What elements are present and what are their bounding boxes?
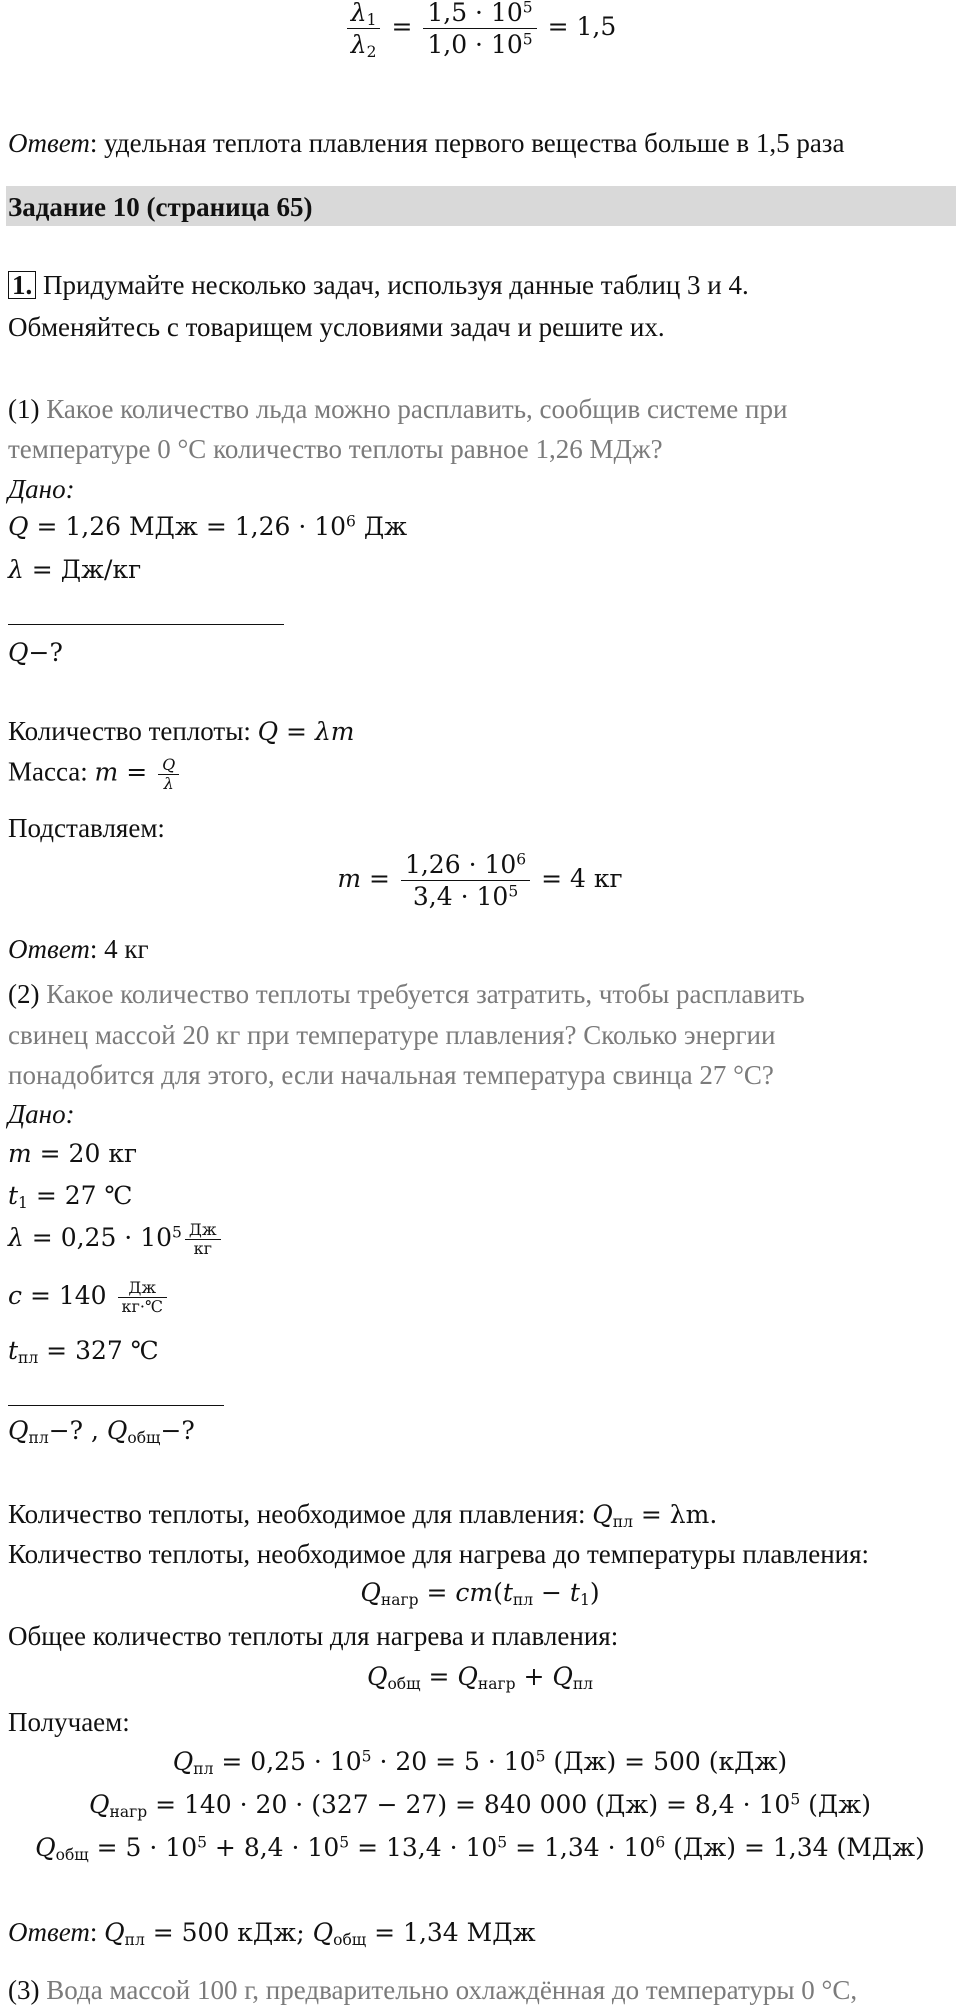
result-Q-total: $Q_{общ} = 5 \cdot 10^5 + 8,4 \cdot 10^5 = 13,4 \cdot 10^5 = 1,34 \cdot 10^6$ (Дж) = 1,34 (МДж) [35, 1833, 925, 1864]
mass-calculation: m = $\frac{1,26 \cdot 10^6}{3,4 \cdot 10^5}$ = 4 кг [337, 850, 623, 911]
total-label: Общее количество теплоты для нагрева и плавления: [8, 1621, 619, 1651]
c-unit-fraction: $\frac{Дж}{кг\cdot℃}$ [118, 1280, 167, 1315]
find-Q-pl-total: $Q_{пл}-$? , $Q_{общ}-$? [8, 1416, 195, 1447]
result-Q-nagr: $Q_{нагр} = 140 \cdot 20 \cdot (327 - 27) = 840$ 000 $(Дж) = 8,4 \cdot 10^5$ (Дж) [89, 1790, 871, 1821]
heating-formula: $Q_{нагр} = cm(t_{пл} - t_1)$ [360, 1578, 600, 1609]
given-lambda: λ = Дж/кг [8, 555, 142, 584]
ratio-formula: $\frac{\lambda_1}{\lambda_2}$ = $\frac{1,5 \cdot 10^5}{1,0 \cdot 10^5}$ = 1,5 [0, 0, 960, 57]
heating-label: Количество теплоты, необходимое для нагрева до температуры плавления: [8, 1539, 870, 1569]
heat-formula-line: Количество теплоты: Q = λm [8, 716, 355, 746]
given-divider [8, 624, 284, 625]
problem2-question-line2: свинец массой 20 кг при температуре плавления? Сколько энергии [8, 1020, 776, 1050]
lambda-unit-fraction: $\frac{Дж}{кг}$ [185, 1222, 221, 1257]
find-Q: Q−? [8, 638, 63, 667]
given-c: c = 140 $\frac{Дж}{кг\cdot℃}$ [8, 1280, 170, 1315]
task1-line1: 1. Придумайте несколько задач, используя данные таблиц 3 и 4. [8, 271, 749, 299]
section-header: Задание 10 (страница 65) [6, 186, 956, 226]
substitute-label: Подставляем: [8, 813, 165, 843]
mass-formula-line: Масса: m = $\frac{Q}{\lambda}$ [8, 757, 182, 792]
given-lambda-2: $\lambda = 0,25 \cdot 10^5$ $\frac{Дж}{кг}$ [8, 1222, 224, 1257]
answer-previous: Ответ: удельная теплота плавления первого вещества больше в 1,5 раза [8, 128, 845, 158]
given-divider-2 [8, 1405, 224, 1406]
problem2-question-line3: понадобится для этого, если начальная температура свинца 27 °С? [8, 1060, 774, 1090]
answer-problem2: Ответ: $Q_{пл} = 500$ кДж; $Q_{общ} = 1,34$ МДж [8, 1917, 536, 1949]
melt-heat-line: Количество теплоты, необходимое для плавления: $Q_{пл} = \lambda m$. [8, 1499, 718, 1531]
result-Q-pl: $Q_{пл} = 0,25 \cdot 10^5 \cdot 20 = 5 \cdot 10^5$ (Дж) = 500 (кДж) [172, 1747, 788, 1778]
total-formula: $Q_{общ} = Q_{нагр} + Q_{пл}$ [366, 1662, 594, 1693]
problem1-question-line1: (1) Какое количество льда можно расплавить, сообщив системе при [8, 394, 788, 424]
get-label: Получаем: [8, 1707, 130, 1737]
lambda-ratio-fraction: $\frac{\lambda_1}{\lambda_2}$ [347, 0, 381, 57]
value-ratio-fraction: $\frac{1,5 \cdot 10^5}{1,0 \cdot 10^5}$ [423, 0, 536, 57]
given-mass: m = 20 кг [8, 1139, 138, 1168]
task-number-box: 1. [8, 271, 36, 299]
problem1-question-line2: температуре 0 °С количество теплоты равное 1,26 МДж? [8, 434, 663, 464]
answer-problem1: Ответ: 4 кг [8, 934, 149, 964]
task1-line2: Обменяйтесь с товарищем условиями задач и решите их. [8, 312, 665, 342]
problem3-question-line1: (3) Вода массой 100 г, предварительно охлаждённая до температуры 0 °С, [8, 1975, 858, 2005]
given-tpl: $t_{пл} = 327$ ℃ [8, 1336, 159, 1367]
mass-calc-fraction: $\frac{1,26 \cdot 10^6}{3,4 \cdot 10^5}$ [401, 852, 530, 909]
problem2-question-line1: (2) Какое количество теплоты требуется затратить, чтобы расплавить [8, 979, 805, 1009]
given-label-2: Дано: [8, 1099, 75, 1129]
given-Q: Q = 1,26 МДж = $1,26 \cdot 10^6$ Дж [8, 512, 408, 541]
given-t1: $t_1 = 27$ ℃ [8, 1181, 133, 1212]
given-label: Дано: [8, 474, 75, 504]
mass-fraction: $\frac{Q}{\lambda}$ [158, 757, 179, 792]
